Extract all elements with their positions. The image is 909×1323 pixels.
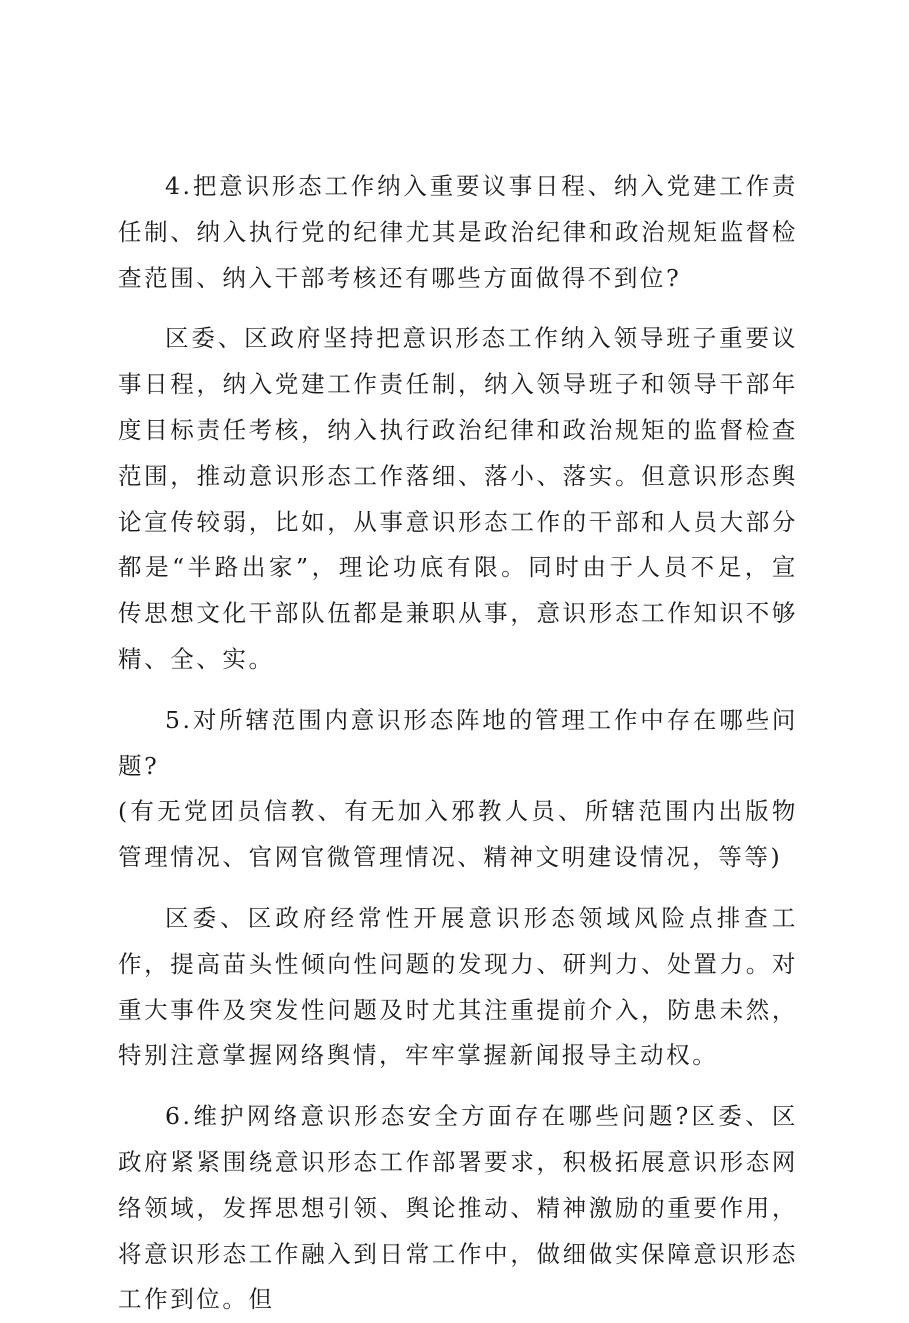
paragraph-question-5: 5.对所辖范围内意识形态阵地的管理工作中存在哪些问题? — [118, 705, 798, 780]
paragraph-question-4: 4.把意识形态工作纳入重要议事日程、纳入党建工作责任制、纳入执行党的纪律尤其是政治纪律和政治规矩监督检查范围、纳入干部考核还有哪些方面做得不到位? — [118, 172, 798, 292]
paragraph-answer-5: 区委、区政府经常性开展意识形态领域风险点排查工作，提高苗头性倾向性问题的发现力、研判力、处置力。对重大事件及突发性问题及时尤其注重提前介入，防患未然，特别注意掌握网络舆情，牢牢掌握新闻报导主动权。 — [118, 903, 798, 1070]
paragraph-question-6: 6.维护网络意识形态安全方面存在哪些问题?区委、区政府紧紧围绕意识形态工作部署要求，积极拓展意识形态网络领域，发挥思想引领、舆论推动、精神激励的重要作用，将意识形态工作融入到日常工作中，做细做实保障意识形态工作到位。但 — [118, 1102, 798, 1314]
paragraph-answer-4: 区委、区政府坚持把意识形态工作纳入领导班子重要议事日程，纳入党建工作责任制，纳入领导班子和领导干部年度目标责任考核，纳入执行政治纪律和政治规矩的监督检查范围，推动意识形态工作落细、落小、落实。但意识形态舆论宣传较弱，比如，从事意识形态工作的干部和人员大部分都是“半路出家”，理论功底有限。同时由于人员不足，宣传思想文化干部队伍都是兼职从事，意识形态工作知识不够精、全、实。 — [118, 324, 798, 673]
paragraph-question-5-note: (有无党团员信教、有无加入邪教人员、所辖范围内出版物管理情况、官网官微管理情况、精神文明建设情况，等等) — [118, 797, 798, 872]
document-body — [118, 164, 798, 1323]
